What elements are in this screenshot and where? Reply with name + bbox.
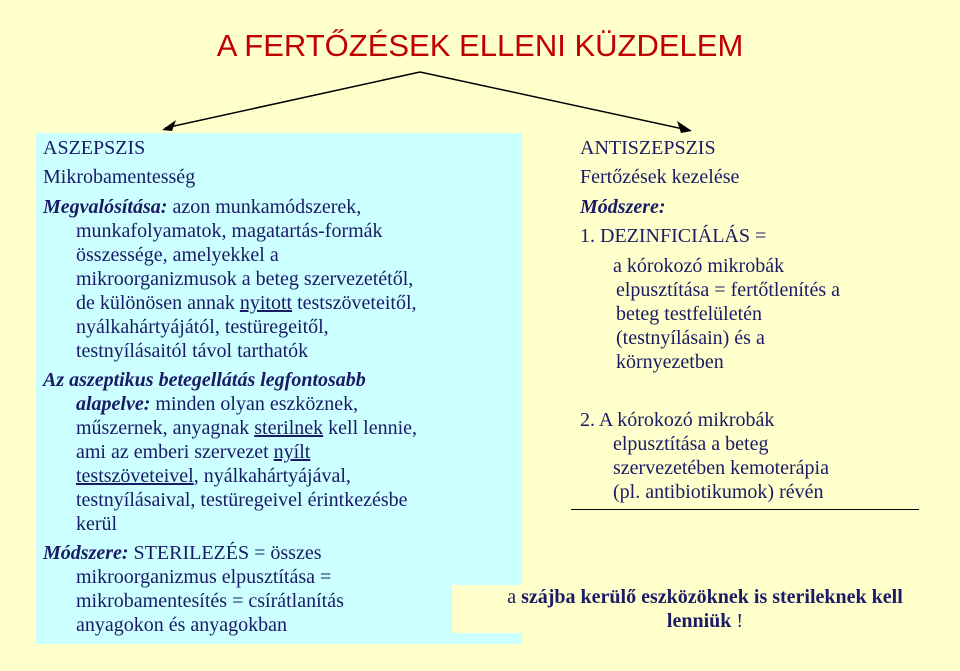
sterilization-line-4: anyagokon és anyagokban — [76, 614, 288, 636]
sterilization-line-2: mikroorganizmus elpusztítása = — [76, 566, 332, 588]
definition-line-1: Megvalósítása: azon munkamódszerek, — [43, 196, 362, 218]
bottom-note — [452, 585, 958, 633]
chemotherapy-line-1: elpusztítása a beteg — [613, 433, 769, 455]
disinfection-line-5: környezetben — [616, 351, 724, 373]
antisepsis-subtitle: Fertőzések kezelése — [580, 166, 740, 188]
page-title: A FERTŐZÉSEK ELLENI KÜZDELEM — [216, 28, 744, 63]
chemotherapy-line-3: (pl. antibiotikumok) révén — [613, 481, 824, 503]
definition-line-2: munkafolyamatok, magatartás-formák — [76, 220, 383, 242]
separator-line — [571, 509, 919, 510]
disinfection-line-3: beteg testfelületén — [616, 303, 763, 325]
definition-line-5: de különösen annak nyitott testszöveteitől, — [76, 292, 417, 314]
disinfection-line-2: elpusztítása = fertőtlenítés a — [616, 279, 840, 301]
principle-line-3: ami az emberi szervezet nyílt — [76, 441, 311, 463]
definition-line-4: mikroorganizmusok a beteg szervezetétől, — [76, 268, 414, 290]
definition-line-6: nyálkahártyájától, testüregeitől, — [76, 316, 329, 338]
asepsis-subtitle: Mikrobamentesség — [43, 166, 196, 188]
principle-line-2: műszernek, anyagnak sterilnek kell lennie, — [76, 417, 417, 439]
principle-line-4: testszöveteivel, nyálkahártyájával, — [76, 465, 351, 487]
chemotherapy-line-2: szervezetében kemoterápia — [613, 457, 829, 479]
disinfection-line-1: a kórokozó mikrobák — [613, 255, 785, 277]
method-label: Módszere: — [43, 542, 129, 564]
principle-label: Az aszeptikus betegellátás legfontosabb — [43, 369, 366, 391]
antisepsis-heading: ANTISZEPSZIS — [580, 137, 716, 159]
definition-line-7: testnyílásaitól távol tarthatók — [76, 340, 309, 362]
antisepsis-method-label: Módszere: — [580, 196, 666, 218]
asepsis-heading: ASZEPSZIS — [43, 137, 146, 159]
definition-line-3: összessége, amelyekkel a — [76, 244, 279, 266]
principle-line-6: kerül — [76, 513, 118, 535]
principle-line-1: alapelve: minden olyan eszköznek, — [76, 393, 359, 415]
sterilization-line-1: Módszere: STERILEZÉS = összes — [43, 542, 322, 564]
definition-label: Megvalósítása: — [43, 196, 168, 218]
disinfection-heading: 1. DEZINFICIÁLÁS = — [580, 225, 767, 247]
bottom-note-line-2: lenniük ! — [666, 610, 744, 632]
principle-line-5: testnyílásaival, testüregeivel érintkezésbe — [76, 489, 408, 511]
disinfection-line-4: (testnyílásain) és a — [616, 327, 765, 349]
sterilization-line-3: mikrobamentesítés = csírátlanítás — [76, 590, 344, 612]
bottom-note-line-1: a szájba kerülő eszközöknek is sterileknek kell — [507, 586, 903, 608]
chemotherapy-heading: 2. A kórokozó mikrobák — [580, 409, 775, 431]
